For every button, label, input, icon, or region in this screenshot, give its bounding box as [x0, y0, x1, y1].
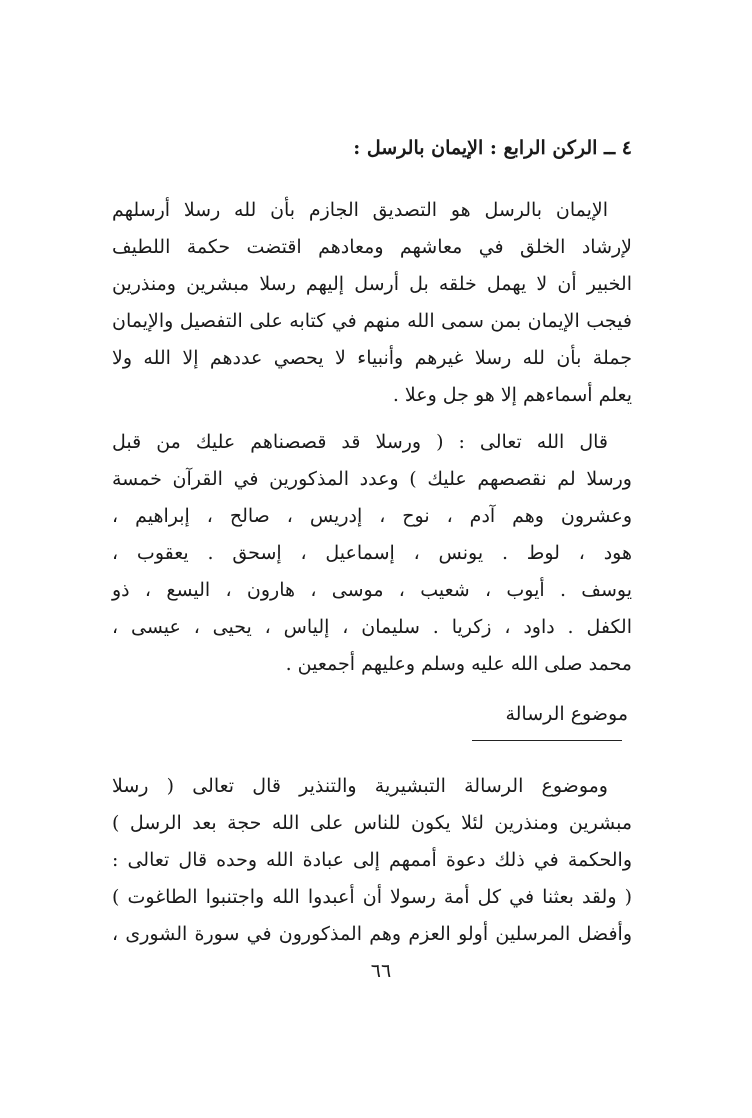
text-line: جملة بأن لله رسلا غيرهم وأنبياء لا يحصي عددهم إلا الله ولا [112, 347, 632, 369]
text-line: والحكمة في ذلك دعوة أممهم إلى عبادة الله وحده قال تعالى : [112, 849, 632, 871]
text-line: ورسلا لم نقصصهم عليك ) وعدد المذكورين في القرآن خمسة [112, 468, 632, 490]
page-number: ٦٦ [370, 960, 392, 982]
section-heading: ٤ ــ الركن الرابع : الإيمان بالرسل : [353, 137, 632, 159]
subheading-message-topic: موضوع الرسالة [505, 703, 628, 725]
text-line: الكفل . داود ، زكريا . سليمان ، إلياس ، يحيى ، عيسى ، [112, 616, 632, 638]
text-line: لإرشاد الخلق في معاشهم ومعادهم اقتضت حكمة اللطيف [112, 236, 632, 258]
paragraph-faith-in-messengers [112, 192, 632, 414]
text-line: يوسف . أيوب ، شعيب ، موسى ، هارون ، اليسع ، ذو [112, 579, 632, 601]
text-line: الخبير أن لا يهمل خلقه بل أرسل إليهم رسلا مبشرين ومنذرين [112, 273, 632, 295]
subheading-underline [472, 740, 622, 741]
text-line: هود ، لوط . يونس ، إسماعيل ، إسحق . يعقوب ، [112, 542, 632, 564]
paragraph-named-messengers [112, 424, 632, 683]
text-line: وأفضل المرسلين أولو العزم وهم المذكورون في سورة الشورى ، [112, 923, 632, 945]
text-line: ( ولقد بعثنا في كل أمة رسولا أن أعبدوا الله واجتنبوا الطاغوت ) [112, 886, 632, 908]
text-line: فيجب الإيمان بمن سمى الله منهم في كتابه على التفصيل والإيمان [112, 310, 632, 332]
text-line: وعشرون وهم آدم ، نوح ، إدريس ، صالح ، إبراهيم ، [112, 505, 632, 527]
text-line: قال الله تعالى : ( ورسلا قد قصصناهم عليك من قبل [112, 431, 608, 453]
text-line: مبشرين ومنذرين لئلا يكون للناس على الله حجة بعد الرسل ) [112, 812, 632, 834]
paragraph-message-topic [112, 768, 632, 953]
text-line: يعلم أسماءهم إلا هو جل وعلا . [392, 384, 632, 406]
text-line: وموضوع الرسالة التبشيرية والتنذير قال تعالى ( رسلا [112, 775, 608, 797]
text-line: الإيمان بالرسل هو التصديق الجازم بأن لله رسلا أرسلهم [112, 199, 608, 221]
text-line: محمد صلى الله عليه وسلم وعليهم أجمعين . [285, 653, 632, 675]
